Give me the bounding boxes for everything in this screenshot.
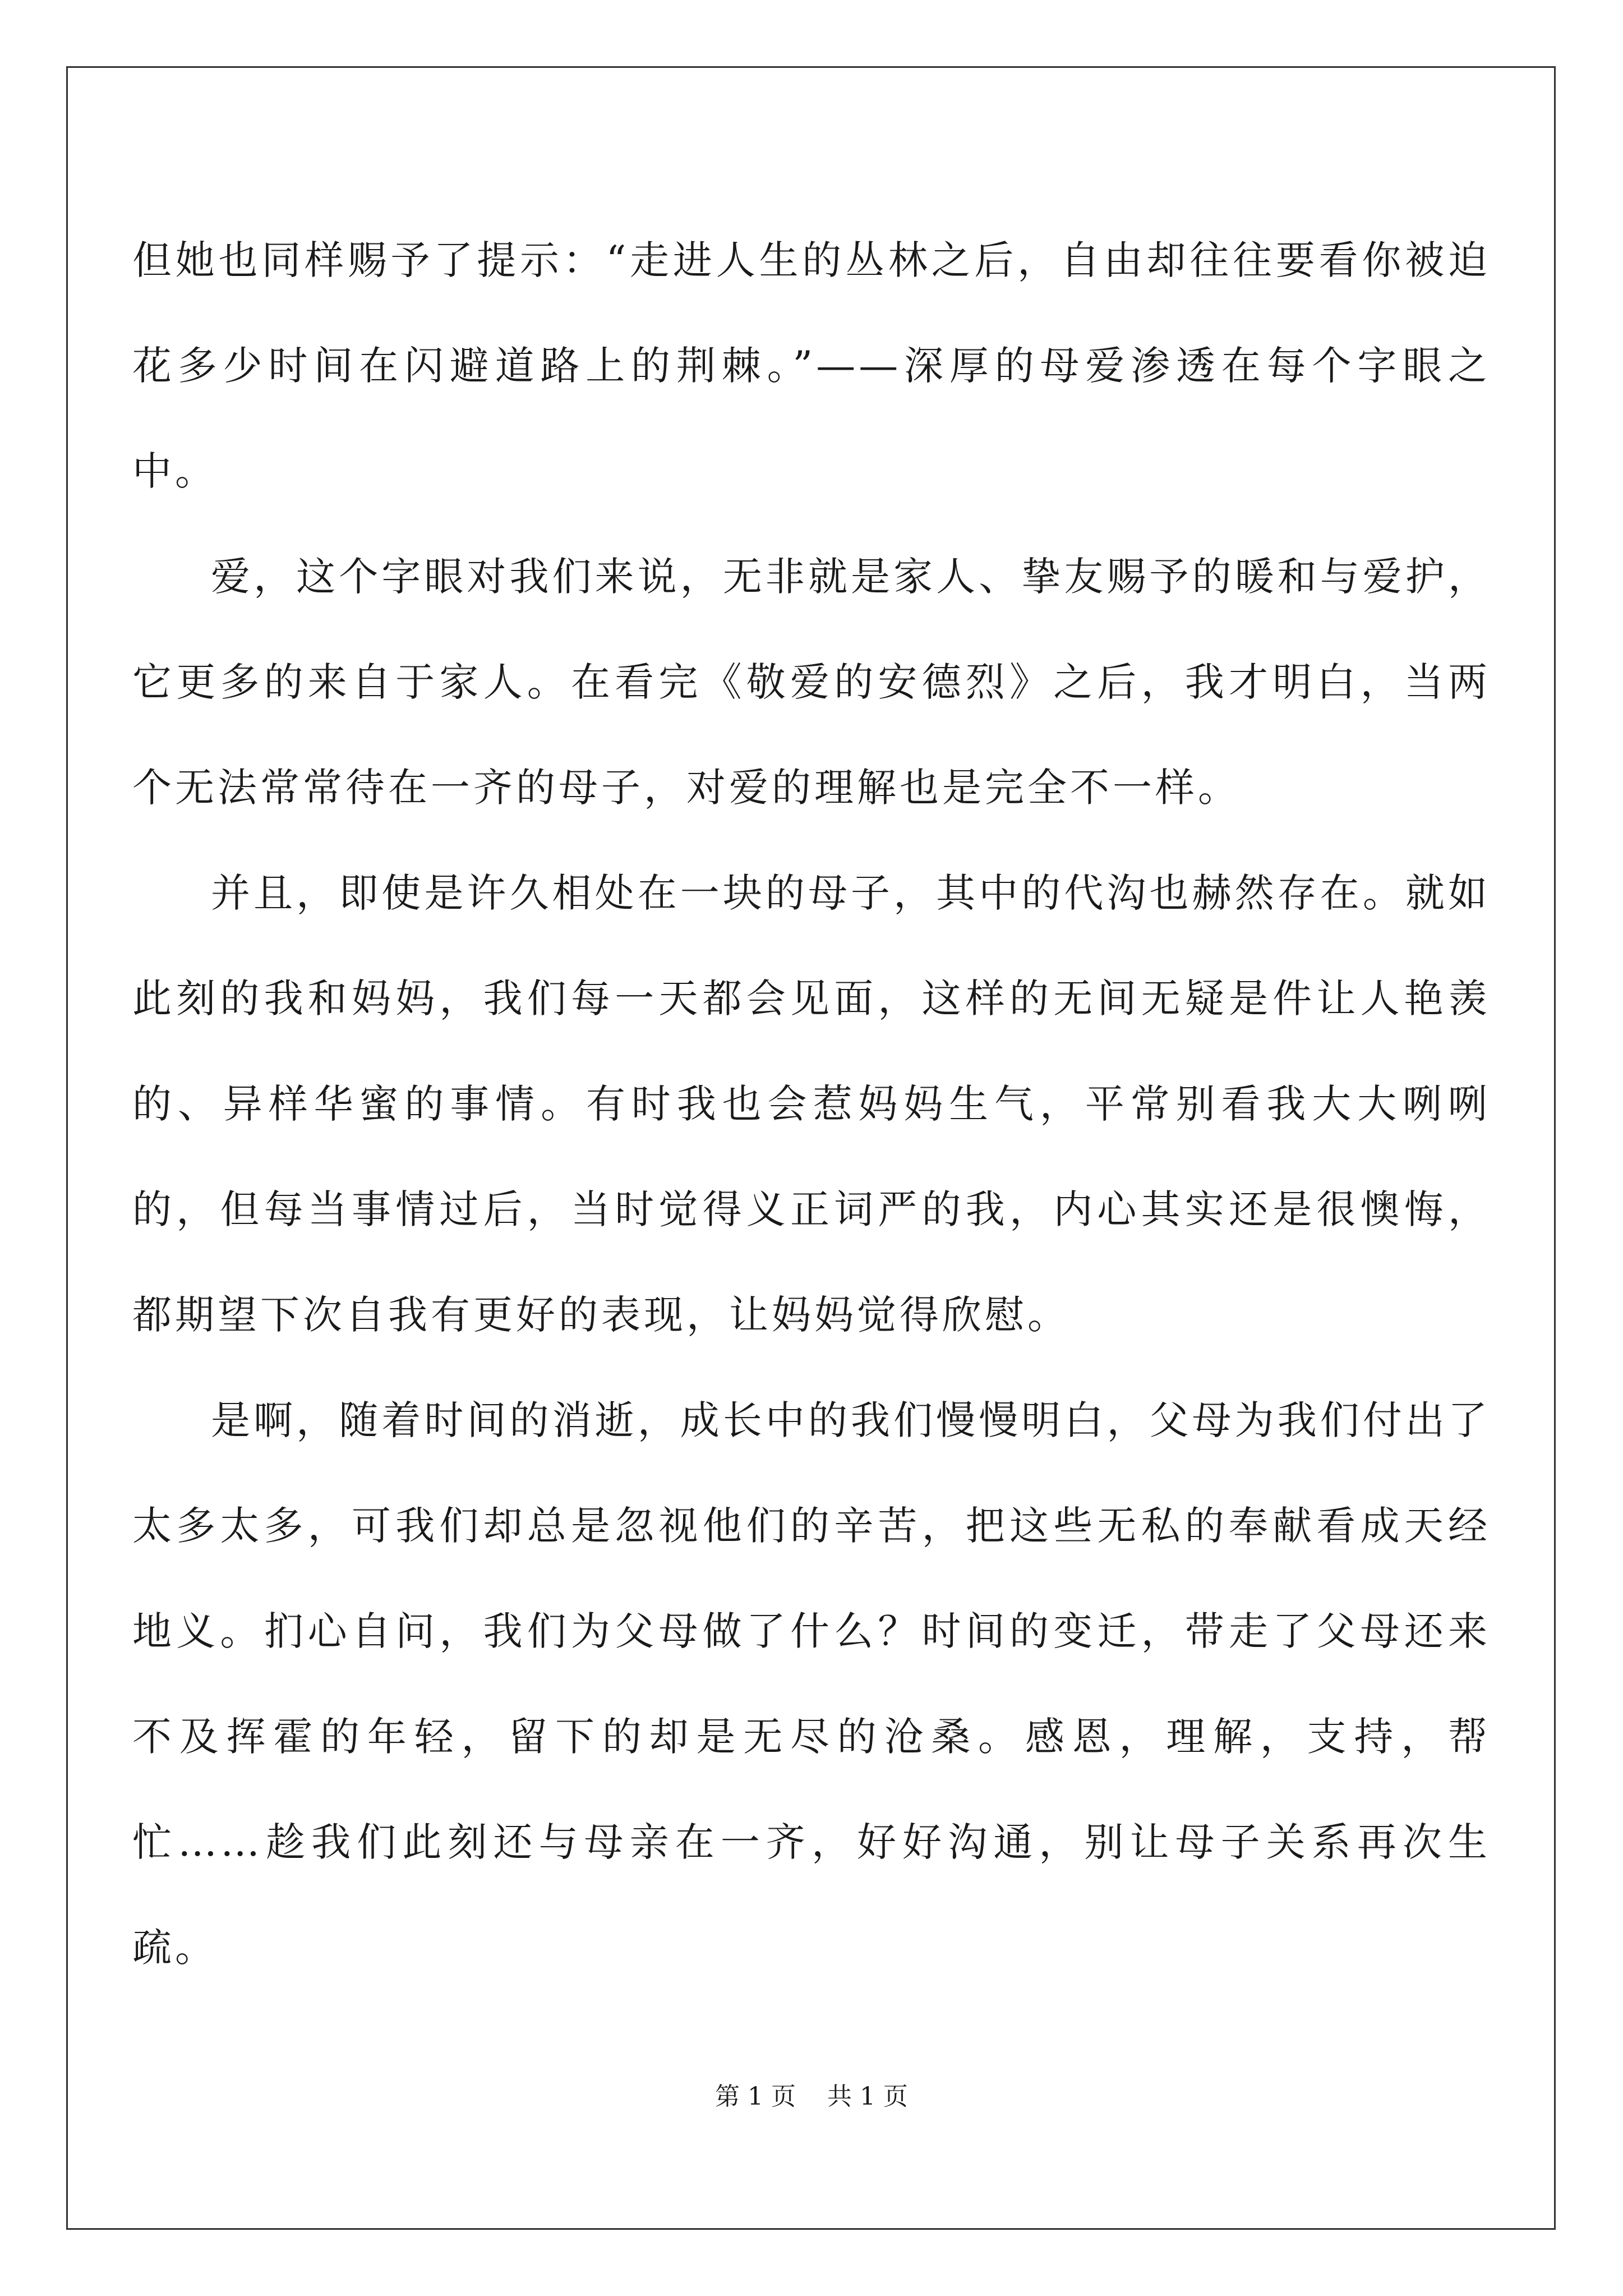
page-number-footer: 第 1 页 共 1 页 bbox=[715, 2082, 908, 2111]
paragraph-2: 爱，这个字眼对我们来说，无非就是家人、挚友赐予的暖和与爱护，它更多的来自于家人。在看完《敬爱的安德烈》之后，我才明白，当两个无法常常待在一齐的母子，对爱的理解也是完全不一样。 bbox=[132, 554, 1491, 811]
paragraph-3: 并且，即使是许久相处在一块的母子，其中的代沟也赫然存在。就如此刻的我和妈妈，我们每一天都会见面，这样的无间无疑是件让人艳羡的、异样华蜜的事情。有时我也会惹妈妈生气，平常别看我大大咧咧的，但每当事情过后，当时觉得义正词严的我，内心其实还是很懊悔，都期望下次自我有更好的表现，让妈妈觉得欣慰。 bbox=[132, 870, 1491, 1338]
paragraph-1: 但她也同样赐予了提示：“走进人生的丛林之后，自由却往往要看你被迫花多少时间在闪避道路上的荆棘。”——深厚的母爱渗透在每个字眼之中。 bbox=[132, 237, 1491, 494]
paragraph-4: 是啊，随着时间的消逝，成长中的我们慢慢明白，父母为我们付出了太多太多，可我们却总是忽视他们的辛苦，把这些无私的奉献看成天经地义。扪心自问，我们为父母做了什么？时间的变迁，带走了父母还来不及挥霍的年轻，留下的却是无尽的沧桑。感恩，理解，支持，帮忙……趁我们此刻还与母亲在一齐，好好沟通，别让母子关系再次生疏。 bbox=[132, 1397, 1491, 1971]
document-body bbox=[132, 208, 1491, 2000]
